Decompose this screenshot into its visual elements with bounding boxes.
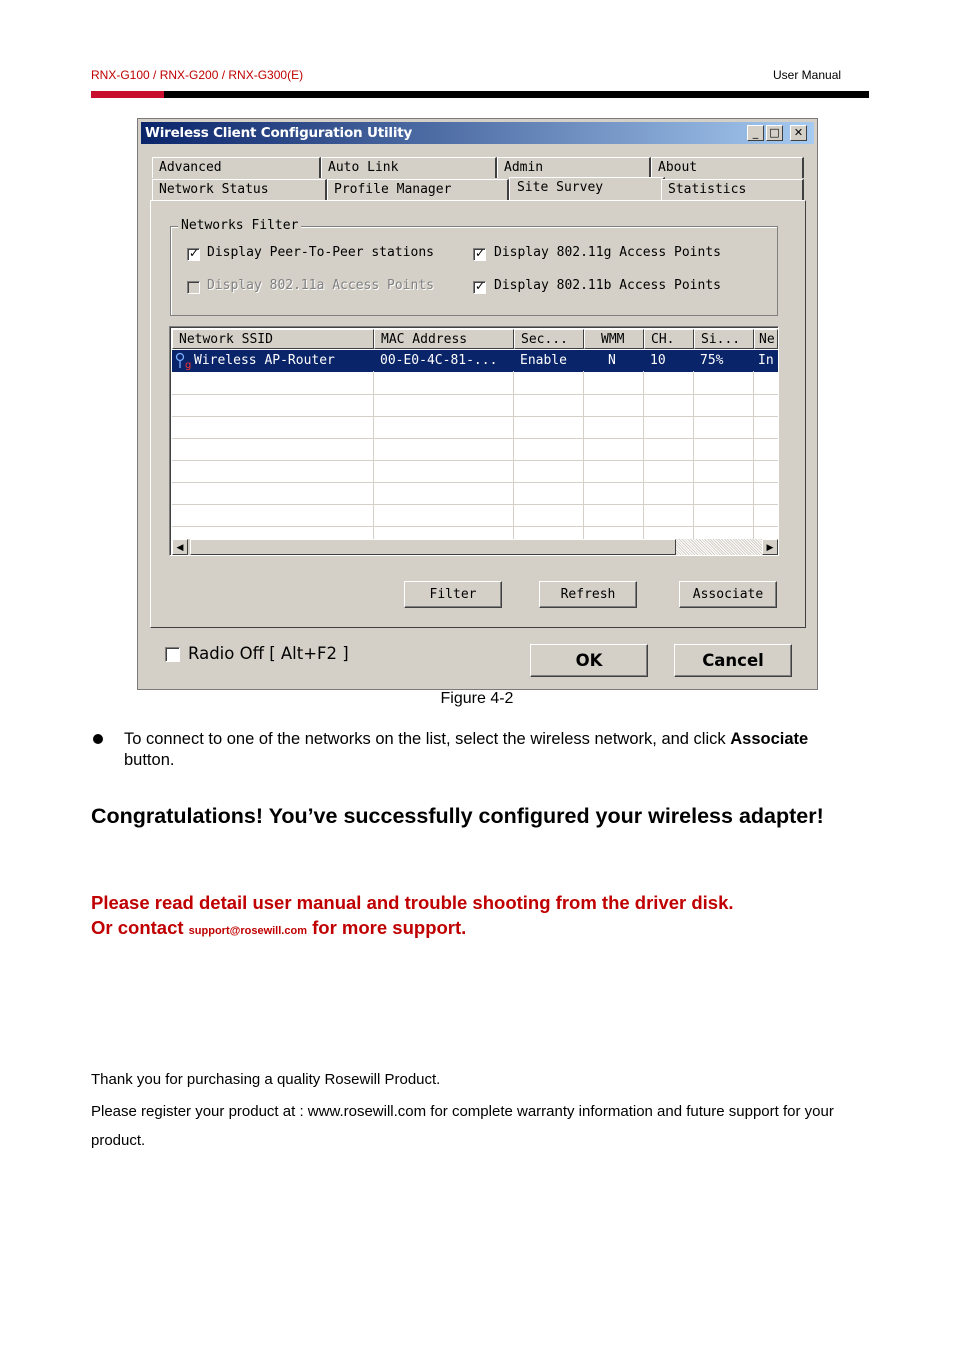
wireless-utility-window [137,118,818,690]
grid-line [172,482,778,483]
maximize-icon[interactable]: □ [766,125,783,141]
column-header-security[interactable]: Sec... [514,329,584,349]
check-icon: ✓ [189,246,200,260]
support-email-link[interactable]: support@rosewill.com [188,925,307,937]
support-line-1: Please read detail user manual and trouble shooting from the driver disk. [91,892,734,913]
grid-line [513,371,514,539]
title-bar [141,122,814,144]
header-rule-black [164,91,869,98]
tab-about[interactable]: About [651,157,804,178]
column-header-channel[interactable]: CH. [644,329,694,349]
peer-to-peer-checkbox[interactable] [187,248,200,261]
support-suffix: for more support. [306,917,467,938]
grid-line [172,438,778,439]
cell-ssid: Wireless AP-Router [194,353,335,368]
cancel-button[interactable]: Cancel [674,644,792,677]
networks-filter-group [170,226,778,316]
radio-off-checkbox[interactable] [165,647,180,662]
cell-wmm: N [608,353,616,368]
refresh-button[interactable]: Refresh [539,581,637,608]
thank-you-text: Thank you for purchasing a quality Rosewill Product. [91,1071,441,1088]
register-text: Please register your product at : www.rosewill.com for complete warranty information and future support for your product. [91,1103,834,1149]
filter-button[interactable]: Filter [404,581,502,608]
column-header-mac[interactable]: MAC Address [374,329,514,349]
support-prefix: Or contact [91,917,189,938]
network-list[interactable] [169,326,779,556]
grid-line [373,371,374,539]
cell-mac: 00-E0-4C-81-... [380,353,498,368]
cell-channel: 10 [650,353,666,368]
networks-filter-title: Networks Filter [178,218,301,233]
cell-security: Enable [520,353,567,368]
check-icon: ✓ [475,279,486,293]
check-icon: ✓ [475,246,486,260]
horizontal-scrollbar[interactable] [172,539,778,555]
congratulations-heading: Congratulations! You’ve successfully configured your wireless adapter! [91,804,824,828]
grid-line [753,371,754,539]
instruction-bullet [124,729,869,771]
column-header-signal[interactable]: Si... [694,329,754,349]
80211b-label: Display 802.11b Access Points [494,278,721,293]
grid-line [583,371,584,539]
column-header-wmm[interactable]: WMM [584,329,644,349]
instruction-after: button. [124,751,175,769]
document-model-header: RNX-G100 / RNX-G200 / RNX-G300(E) [91,68,304,82]
associate-button[interactable]: Associate [679,581,777,608]
grid-line [172,526,778,527]
scroll-thumb[interactable] [190,539,676,555]
grid-line [172,416,778,417]
cell-signal: 75% [700,353,724,368]
radio-off-label: Radio Off [ Alt+F2 ] [188,644,349,663]
scroll-left-icon[interactable]: ◀ [172,539,188,555]
tab-profile-manager[interactable]: Profile Manager [327,179,509,200]
wireless-g-icon-text: g [185,360,191,370]
grid-line [643,371,644,539]
80211a-checkbox [187,281,200,294]
tab-network-status[interactable]: Network Status [152,179,327,200]
tab-site-survey[interactable]: Site Survey [509,177,665,201]
scroll-track[interactable] [676,539,762,555]
scroll-right-icon[interactable]: ▶ [762,539,778,555]
tab-advanced[interactable]: Advanced [152,157,321,178]
80211g-label: Display 802.11g Access Points [494,245,721,260]
grid-line [172,504,778,505]
grid-line [693,371,694,539]
tab-admin[interactable]: Admin [497,157,651,178]
document-manual-header: User Manual [773,68,842,82]
80211b-checkbox[interactable] [473,281,486,294]
figure-caption: Figure 4-2 [440,690,514,707]
support-line-2 [91,917,466,939]
column-header-ssid[interactable]: Network SSID [172,329,374,349]
tab-statistics[interactable]: Statistics [661,179,804,200]
peer-to-peer-label: Display Peer-To-Peer stations [207,245,434,260]
ok-button[interactable]: OK [530,644,648,677]
bullet-icon [93,734,103,744]
cell-network-type: In [758,353,774,368]
wireless-g-icon [175,352,191,370]
instruction-bold: Associate [730,730,809,748]
instruction-text: To connect to one of the networks on the list, select the wireless network, and click [124,730,731,748]
80211a-label: Display 802.11a Access Points [207,278,434,293]
header-rule-red [91,91,164,98]
tab-auto-link[interactable]: Auto Link [321,157,497,178]
grid-line [172,394,778,395]
column-header-network-type[interactable]: Ne [754,329,778,349]
grid-line [172,460,778,461]
minimize-icon[interactable]: _ [747,125,764,141]
80211g-checkbox[interactable] [473,248,486,261]
close-icon[interactable]: ✕ [790,125,807,141]
window-title: Wireless Client Configuration Utility [145,125,413,141]
